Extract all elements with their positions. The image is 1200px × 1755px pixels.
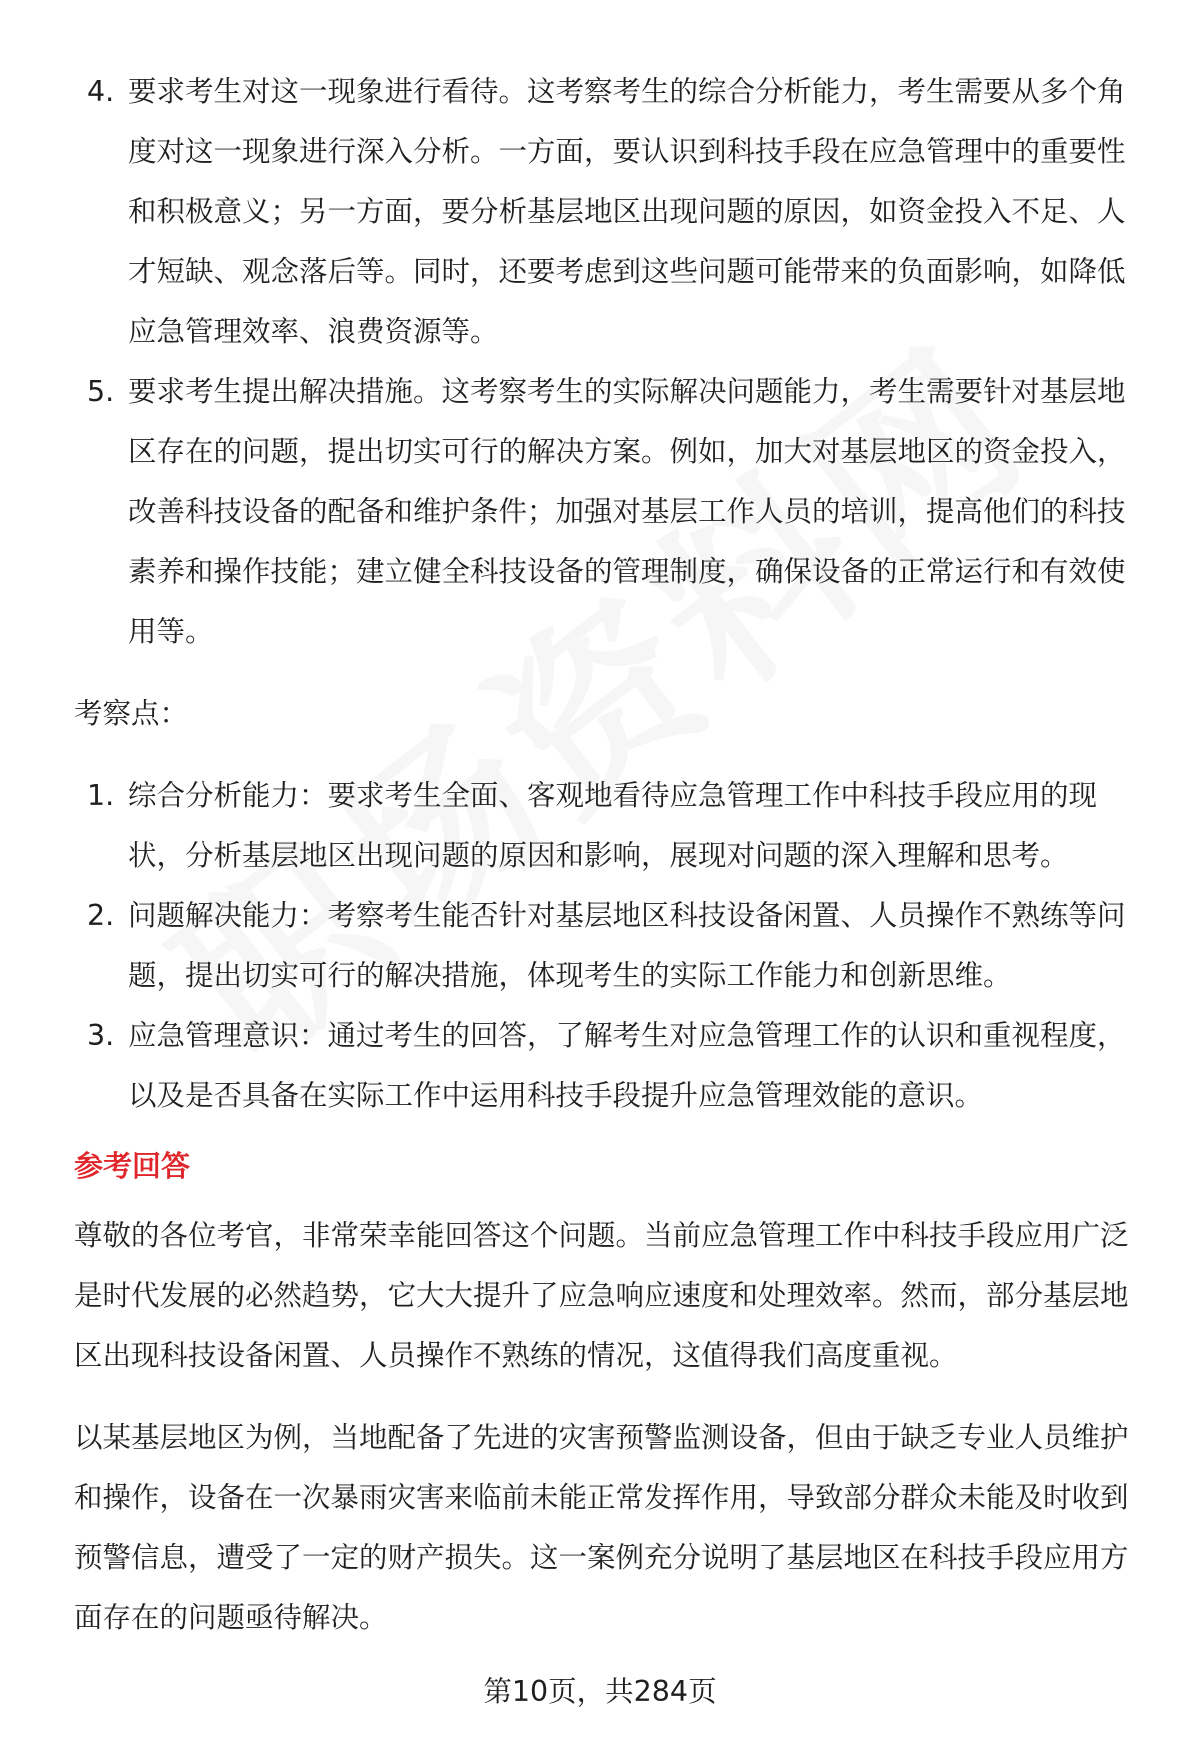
list-item-text: 应急管理意识：通过考生的回答，了解考生对应急管理工作的认识和重视程度，以及是否具备在实际工作中运用科技手段提升应急管理效能的意识。 [128, 1019, 1126, 1112]
question-requirements-list [74, 62, 1140, 662]
list-item-text: 综合分析能力：要求考生全面、客观地看待应急管理工作中科技手段应用的现状，分析基层地区出现问题的原因和影响，展现对问题的深入理解和思考。 [128, 779, 1098, 872]
reference-paragraph: 尊敬的各位考官，非常荣幸能回答这个问题。当前应急管理工作中科技手段应用广泛是时代发展的必然趋势，它大大提升了应急响应速度和处理效率。然而，部分基层地区出现科技设备闲置、人员操作不熟练的情况，这值得我们高度重视。 [74, 1219, 1129, 1372]
list-item [74, 362, 1140, 662]
list-item-number: 1. [87, 779, 115, 812]
list-item-number: 5. [87, 375, 115, 408]
list-item [74, 886, 1140, 1006]
document-page [74, 62, 1140, 1648]
assessment-heading: 考察点： [74, 697, 189, 730]
reference-answer-heading: 参考回答 [74, 1149, 191, 1183]
list-item-number: 3. [87, 1019, 115, 1052]
list-item-text: 要求考生对这一现象进行看待。这考察考生的综合分析能力，考生需要从多个角度对这一现象进行深入分析。一方面，要认识到科技手段在应急管理中的重要性和积极意义；另一方面，要分析基层地区出现问题的原因，如资金投入不足、人才短缺、观念落后等。同时，还要考虑到这些问题可能带来的负面影响，如降低应急管理效率、浪费资源等。 [128, 75, 1126, 348]
assessment-points-list [74, 766, 1140, 1126]
reference-paragraph: 以某基层地区为例，当地配备了先进的灾害预警监测设备，但由于缺乏专业人员维护和操作，设备在一次暴雨灾害来临前未能正常发挥作用，导致部分群众未能及时收到预警信息，遭受了一定的财产损失。这一案例充分说明了基层地区在科技手段应用方面存在的问题亟待解决。 [74, 1421, 1129, 1634]
list-item-text: 问题解决能力：考察考生能否针对基层地区科技设备闲置、人员操作不熟练等问题，提出切实可行的解决措施，体现考生的实际工作能力和创新思维。 [128, 899, 1126, 992]
list-item [74, 766, 1140, 886]
list-item-number: 4. [87, 75, 115, 108]
list-item [74, 62, 1140, 362]
page-footer: 第10页，共284页 [483, 1675, 717, 1708]
list-item-text: 要求考生提出解决措施。这考察考生的实际解决问题能力，考生需要针对基层地区存在的问题，提出切实可行的解决方案。例如，加大对基层地区的资金投入，改善科技设备的配备和维护条件；加强对基层工作人员的培训，提高他们的科技素养和操作技能；建立健全科技设备的管理制度，确保设备的正常运行和有效使用等。 [128, 375, 1126, 648]
list-item-number: 2. [87, 899, 115, 932]
list-item [74, 1006, 1140, 1126]
